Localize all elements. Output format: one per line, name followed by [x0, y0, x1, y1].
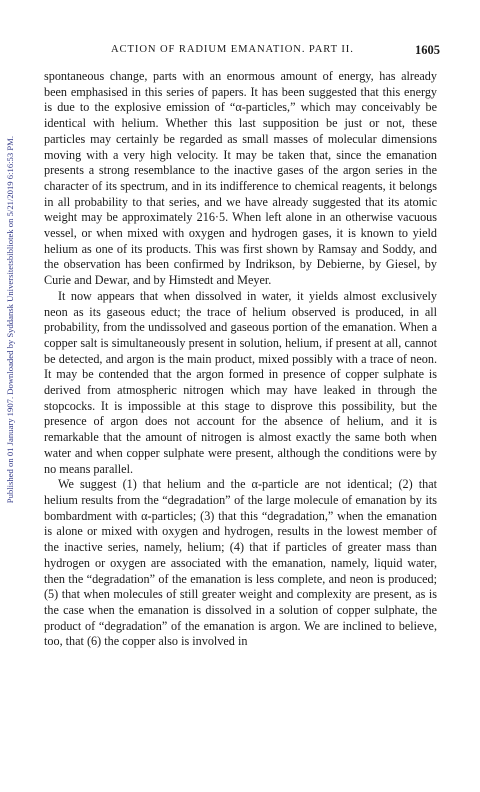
page-number: 1605	[415, 43, 440, 57]
page-header	[40, 44, 440, 60]
paragraph-2: It now appears that when dissolved in water, it yields almost exclusively neon as its gaseous educt; the trace of helium observed is produced, in all probability, from the undissolved and gaseous portion of the emanation. When a copper salt is simultaneously present in solution, helium, if present at all, cannot be detected, and argon is the main product, mixed possibly with a trace of neon. It may be contended that the argon formed in presence of copper sulphate is derived from atmospheric nitrogen which may have leaked in through the stopcocks. It is impossible at this stage to disprove this possibility, but the presence of argon does not account for the absence of helium, and it is remarkable that the amount of nitrogen is almost exactly the same both when water and when copper sulphate were present, although the conditions were by no means parallel.	[44, 288, 437, 476]
running-title: ACTION OF RADIUM EMANATION. PART II.	[111, 44, 354, 55]
paragraph-1: spontaneous change, parts with an enormous amount of energy, has already been emphasised in this series of papers. It has been suggested that this energy is due to the explosive emission of “α-particles,” which may conceivably be identical with helium. Whether this last supposition be just or not, these particles may certainly be regarded as small masses of molecular dimensions moving with a very high velocity. It may be taken that, since the emanation presents a strong resemblance to the inactive gases of the argon series in the character of its spectrum, and in its indifference to chemical reagents, it belongs in all probability to that series, and we have already suggested that its atomic weight may be approximately 216·5. When left alone in an otherwise vacuous vessel, or when mixed with oxygen and hydrogen gases, it is known to yield helium as one of its products. This was first shown by Ramsay and Soddy, and the observation has been confirmed by Indrikson, by Debierne, by Giesel, by Curie and Dewar, and by Himstedt and Meyer.	[44, 69, 437, 288]
download-watermark	[3, 40, 17, 600]
download-watermark-text: Published on 01 January 1907. Downloaded by Syddansk Universitetsbibliotek on 5/21/2019 6:16:53 PM.	[5, 136, 15, 504]
paragraph-3: We suggest (1) that helium and the α-particle are not identical; (2) that helium results from the “degradation” of the large molecule of emanation by its bombardment with α-particles; (3) that this “degradation,” when the emanation is alone or mixed with oxygen and hydrogen, results in the lowest member of the inactive series, namely, helium; (4) that if particles of greater mass than hydrogen or oxygen are associated with the emanation, namely, liquid water, then the “degradation” of the emanation is less complete, and neon is produced; (5) that when molecules of still greater weight and complexity are present, as is the case when the emanation is dissolved in a solution of copper sulphate, the product of “degradation” of the emanation is argon. We are inclined to believe, too, that (6) the copper also is involved in	[44, 477, 437, 649]
body-text	[44, 69, 437, 650]
